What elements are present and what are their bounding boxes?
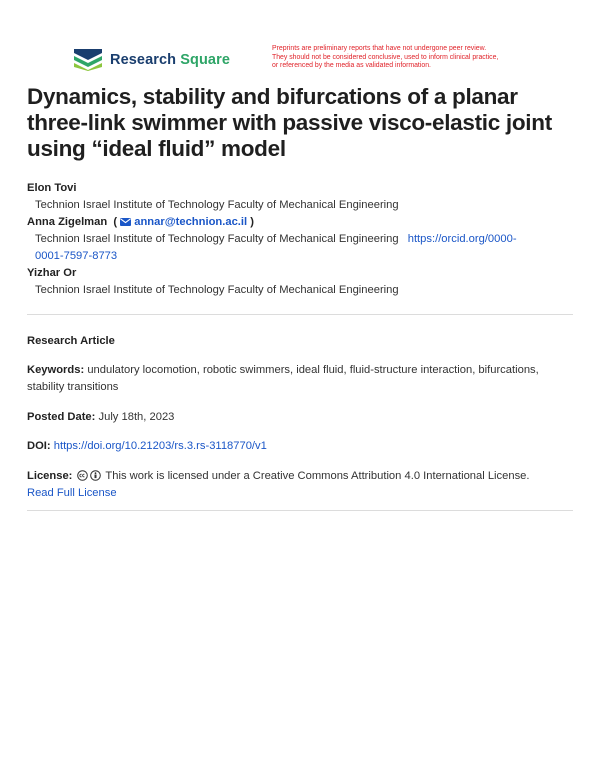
orcid-link-continued[interactable]: 0001-7597-8773 — [35, 250, 118, 262]
author-name: Elon Tovi — [27, 182, 77, 194]
keywords-value-continued: stability transitions — [27, 381, 119, 393]
author-email-group: ( annar@technion.ac.il ) — [110, 216, 254, 228]
creative-commons-icon — [77, 470, 88, 481]
keywords — [27, 362, 573, 396]
divider — [27, 314, 573, 315]
author-email-link[interactable]: annar@technion.ac.il — [134, 216, 248, 228]
author-affiliation: Technion Israel Institute of Technology Faculty of Mechanical Engineering — [35, 284, 399, 296]
posted-date-label: Posted Date: — [27, 411, 96, 423]
author-affiliation-row — [27, 231, 575, 248]
disclaimer-line: or referenced by the media as validated information. — [272, 62, 431, 70]
logo-word-square: Square — [180, 52, 230, 68]
license — [27, 468, 573, 502]
keywords-value: undulatory locomotion, robotic swimmers, ideal fluid, fluid-structure interaction, bifurcations, — [87, 364, 539, 376]
author-name: Yizhar Or — [27, 267, 77, 279]
disclaimer-line: Preprints are preliminary reports that have not undergone peer review. — [272, 45, 487, 52]
author-name-row — [27, 214, 575, 231]
orcid-link[interactable]: https://orcid.org/0000- — [407, 233, 517, 245]
article-type — [27, 333, 573, 350]
license-text: This work is licensed under a Creative Commons Attribution 4.0 International License. — [105, 470, 530, 482]
logo-wordmark — [110, 52, 230, 68]
author-name: Anna Zigelman — [27, 216, 108, 228]
author-affiliation: Technion Israel Institute of Technology Faculty of Mechanical Engineering — [35, 199, 399, 211]
keywords-label: Keywords: — [27, 364, 85, 376]
preprint-disclaimer — [272, 45, 572, 71]
posted-date — [27, 409, 573, 426]
author-list — [27, 180, 575, 299]
research-square-logo-icon — [74, 49, 102, 71]
divider — [27, 510, 573, 511]
doi-label: DOI: — [27, 440, 51, 452]
article-type-label: Research Article — [27, 335, 115, 347]
license-label: License: — [27, 470, 73, 482]
posted-date-value: July 18th, 2023 — [98, 411, 175, 423]
author-affiliation: Technion Israel Institute of Technology Faculty of Mechanical Engineering — [35, 233, 399, 245]
research-square-logo[interactable] — [74, 49, 230, 71]
paper-title: Dynamics, stability and bifurcations of a planar three-link swimmer with passive visco-elastic joint using “ideal fluid” model — [27, 84, 552, 161]
envelope-icon — [120, 218, 131, 226]
cc-icons — [77, 470, 101, 481]
attribution-icon — [90, 470, 101, 481]
logo-word-research: Research — [110, 52, 177, 68]
doi-link[interactable]: https://doi.org/10.21203/rs.3.rs-3118770/v1 — [53, 440, 267, 452]
disclaimer-line: They should not be considered conclusive, used to inform clinical practice, — [272, 53, 499, 61]
read-full-license-link[interactable]: Read Full License — [27, 487, 117, 499]
doi — [27, 438, 573, 455]
